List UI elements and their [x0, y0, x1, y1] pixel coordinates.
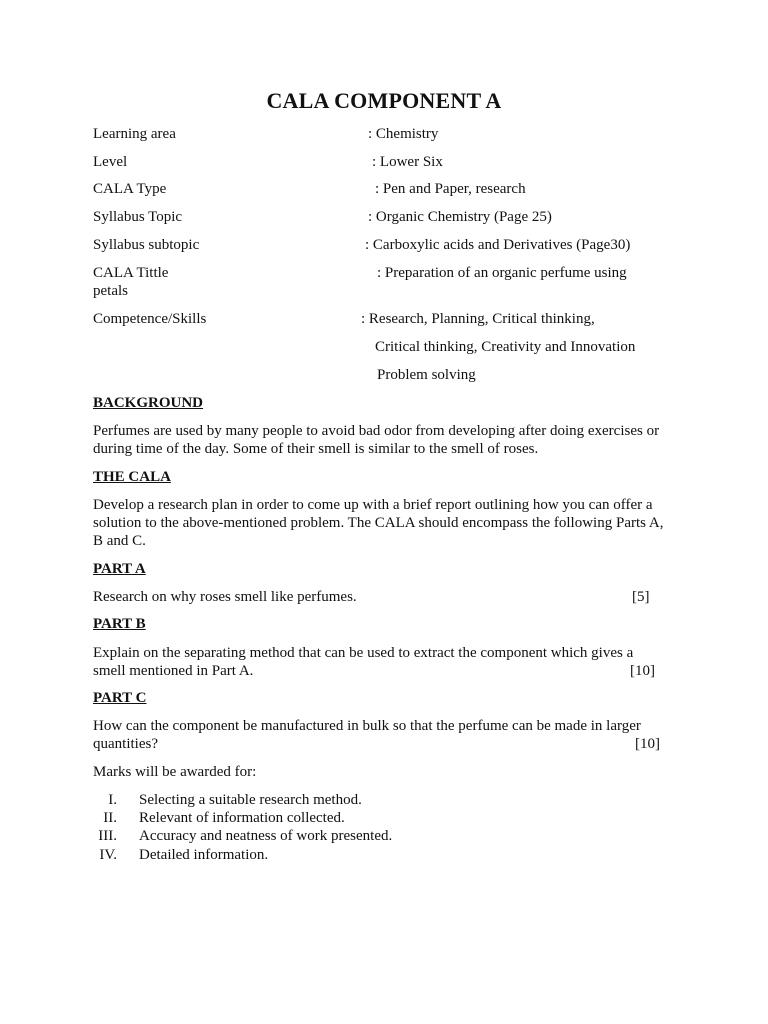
- info-label-competence: Competence/Skills: [93, 311, 207, 327]
- background-text: Perfumes are used by many people to avoid bad odor from developing after doing exercises or during time of the day. Some of their smell is similar to the smell of roses.: [93, 423, 660, 457]
- criteria-num-1: I.: [108, 792, 117, 808]
- info-label-level: Level: [93, 154, 128, 170]
- info-label-cala-type: CALA Type: [93, 181, 167, 197]
- criteria-text-1: Selecting a suitable research method.: [139, 792, 362, 808]
- part-a-marks: [5]: [632, 589, 650, 605]
- info-value-syllabus-topic: : Organic Chemistry (Page 25): [368, 209, 552, 225]
- info-label-learning-area: Learning area: [93, 126, 176, 142]
- criteria-num-4: IV.: [99, 847, 117, 863]
- the-cala-heading: THE CALA: [93, 469, 171, 485]
- the-cala-text: Develop a research plan in order to come up with a brief report outlining how you can offer a solution to the above-mentioned problem. The CALA should encompass the following Parts A, B and C.: [93, 497, 664, 549]
- info-value-cala-type: : Pen and Paper, research: [375, 181, 526, 197]
- part-b-text: Explain on the separating method that can be used to extract the component which gives a smell mentioned in Part A.: [93, 645, 634, 679]
- criteria-num-2: II.: [103, 810, 117, 826]
- info-value-syllabus-subtopic: : Carboxylic acids and Derivatives (Page30): [365, 237, 631, 253]
- part-c-heading: PART C: [93, 690, 147, 706]
- part-b-marks: [10]: [630, 663, 655, 679]
- info-value-cala-title: : Preparation of an organic perfume using: [377, 265, 627, 281]
- document-title: CALA COMPONENT A: [266, 88, 502, 113]
- criteria-text-3: Accuracy and neatness of work presented.: [139, 828, 393, 844]
- info-value-level: : Lower Six: [372, 154, 443, 170]
- info-label-syllabus-topic: Syllabus Topic: [93, 209, 183, 225]
- info-value-competence-cont2: Problem solving: [377, 367, 476, 383]
- info-label-cala-title: CALA Tittle: [93, 265, 169, 281]
- part-a-heading: PART A: [93, 561, 146, 577]
- info-value-competence-cont1: Critical thinking, Creativity and Innovation: [375, 339, 636, 355]
- marks-intro: Marks will be awarded for:: [93, 764, 257, 780]
- part-c-text: How can the component be manufactured in bulk so that the perfume can be made in larger quantities?: [93, 718, 641, 752]
- part-c-marks: [10]: [635, 736, 660, 752]
- criteria-text-4: Detailed information.: [139, 847, 269, 863]
- info-value-learning-area: : Chemistry: [368, 126, 439, 142]
- background-heading: BACKGROUND: [93, 395, 204, 411]
- info-label-syllabus-subtopic: Syllabus subtopic: [93, 237, 200, 253]
- criteria-text-2: Relevant of information collected.: [139, 810, 345, 826]
- info-value-competence: : Research, Planning, Critical thinking,: [361, 311, 595, 327]
- part-b-heading: PART B: [93, 616, 146, 632]
- criteria-num-3: III.: [98, 828, 117, 844]
- part-a-text: Research on why roses smell like perfumes.: [93, 589, 357, 605]
- info-value-cala-title-wrap: petals: [93, 283, 128, 299]
